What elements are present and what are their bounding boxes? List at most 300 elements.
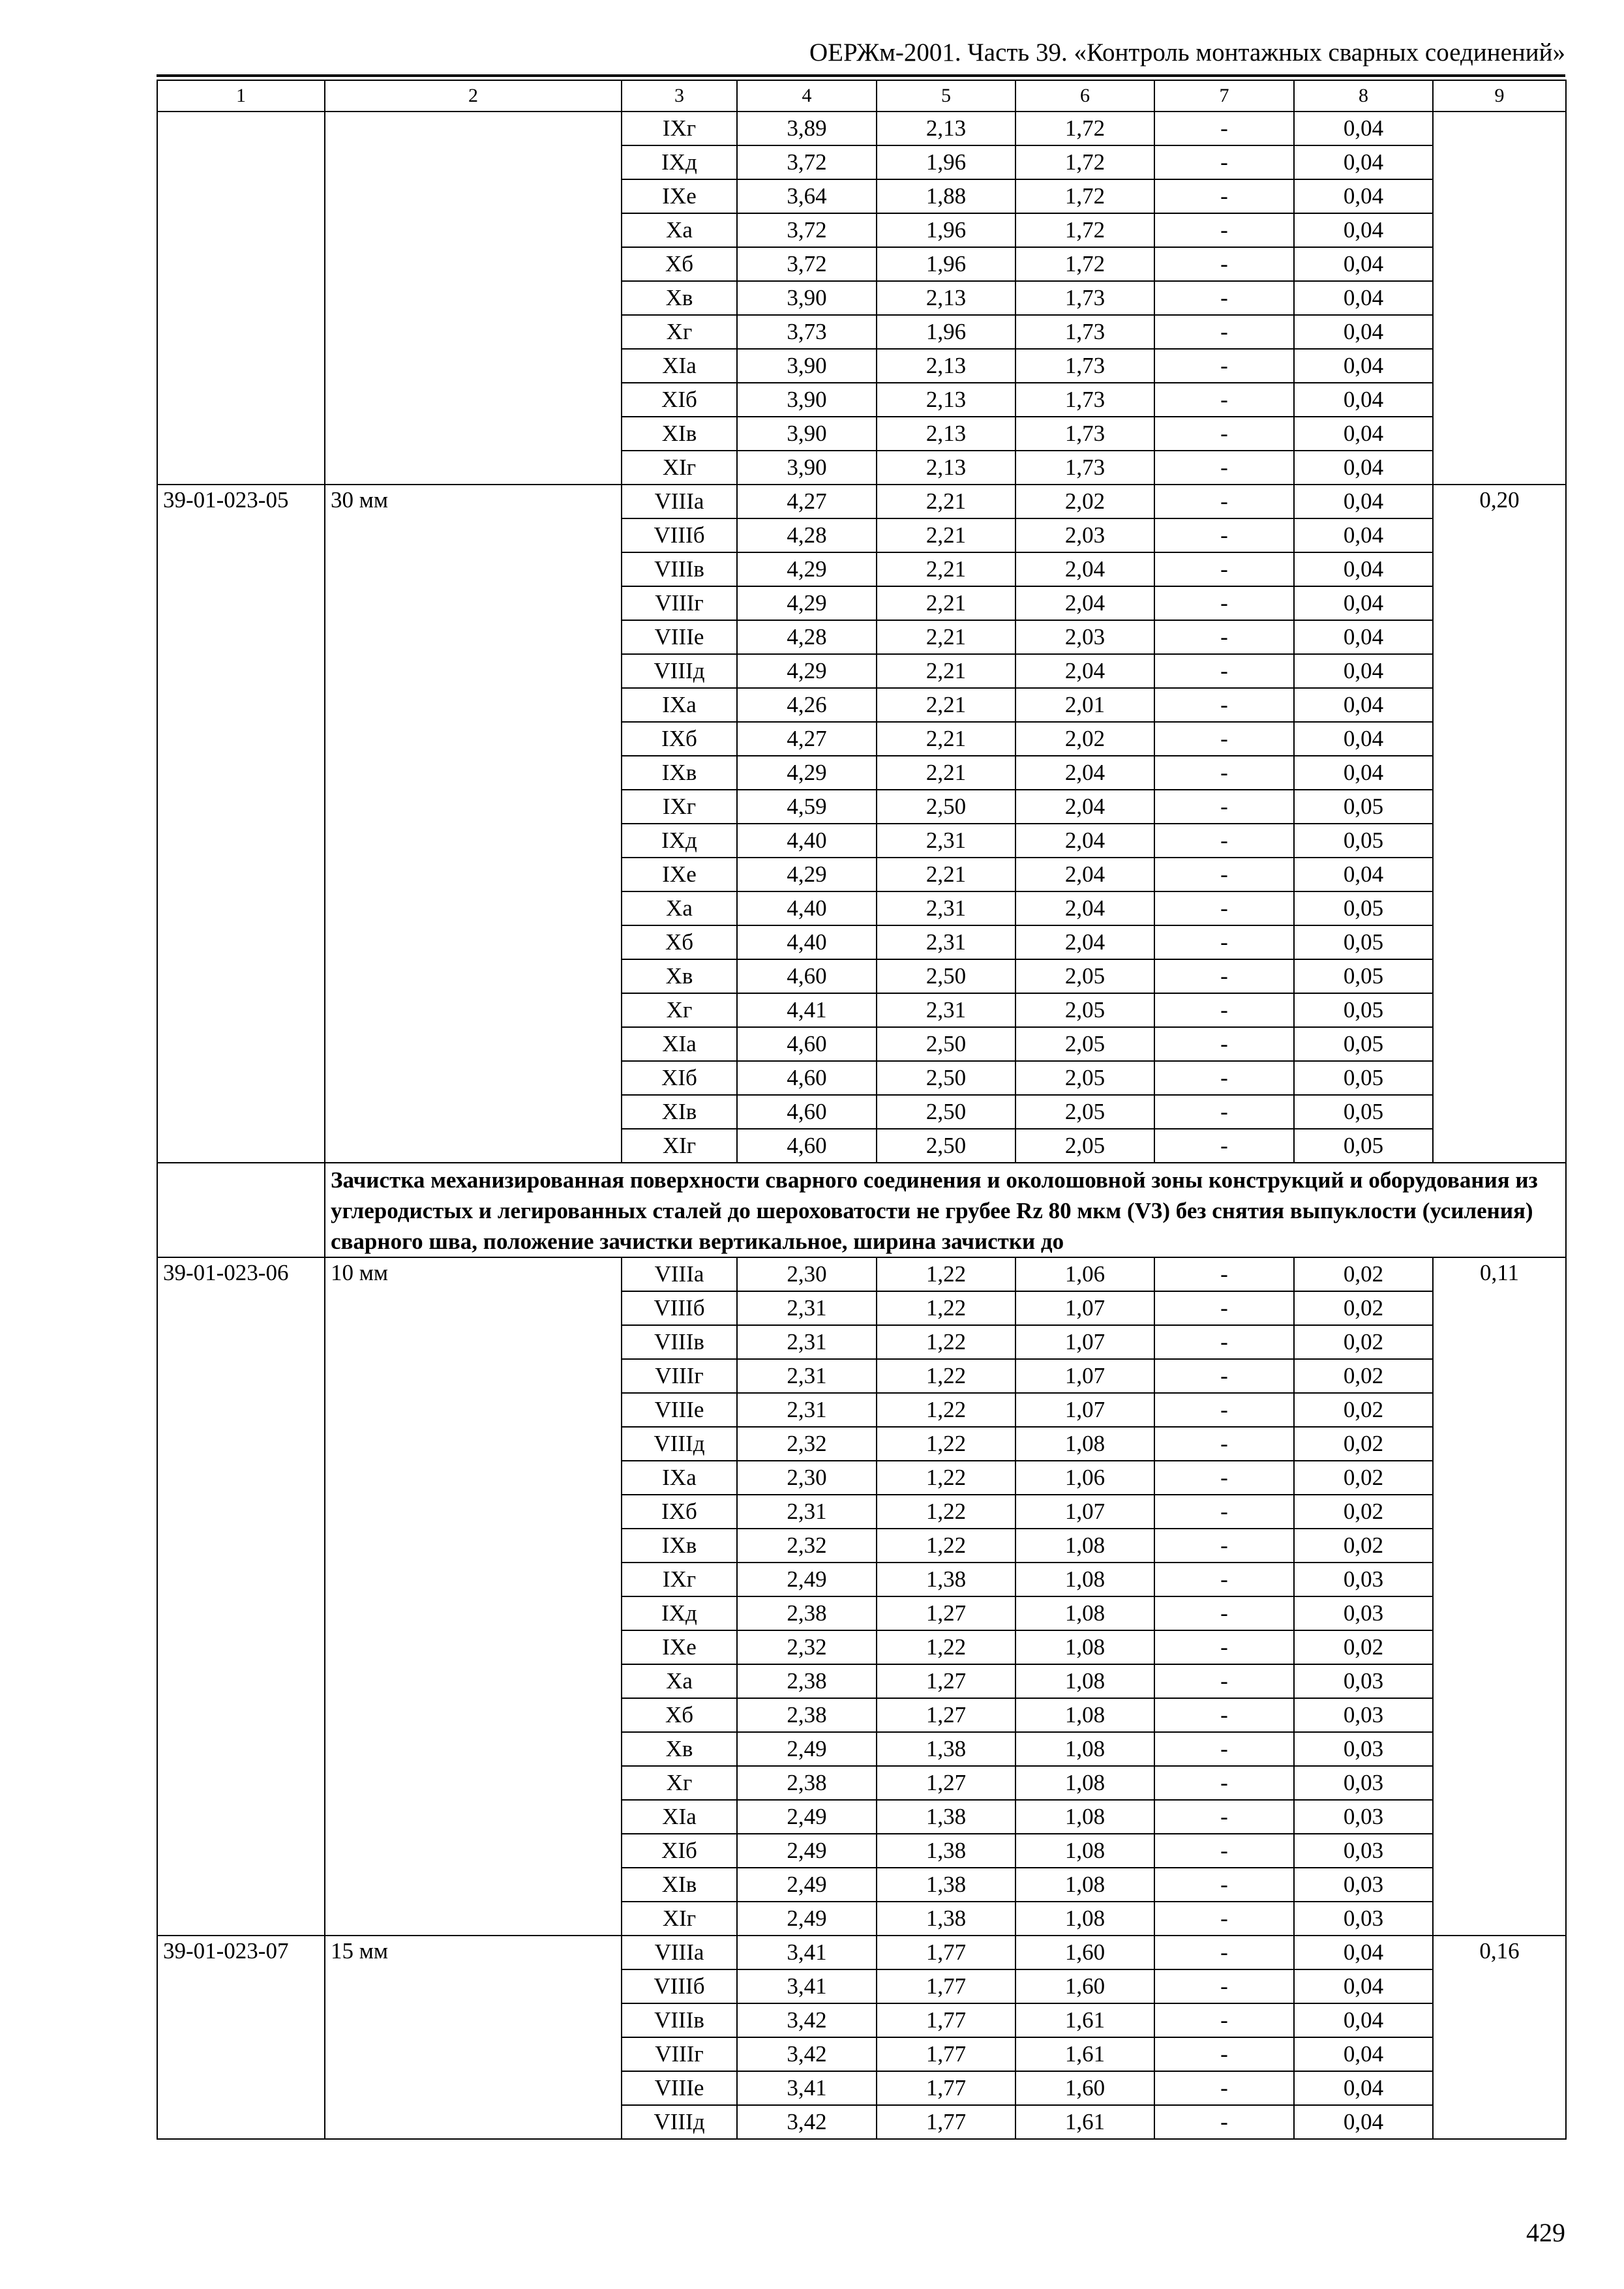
value-col4: 2,49 xyxy=(737,1834,877,1868)
value-col8: 0,04 xyxy=(1294,722,1433,756)
value-col8: 0,03 xyxy=(1294,1868,1433,1902)
value-col7: - xyxy=(1154,1902,1294,1936)
value-col7: - xyxy=(1154,2105,1294,2139)
value-col5: 1,38 xyxy=(877,1800,1015,1834)
value-col6: 2,04 xyxy=(1015,858,1154,891)
page-number: 429 xyxy=(1526,2218,1565,2247)
value-col5: 1,77 xyxy=(877,2105,1015,2139)
value-col4: 2,31 xyxy=(737,1393,877,1427)
rate-norm: 0,16 xyxy=(1433,1936,1566,2139)
value-col4: 2,49 xyxy=(737,1563,877,1596)
value-col5: 2,21 xyxy=(877,586,1015,620)
value-col8: 0,03 xyxy=(1294,1766,1433,1800)
category-cell: XIв xyxy=(622,1095,737,1129)
value-col8: 0,02 xyxy=(1294,1630,1433,1664)
value-col7: - xyxy=(1154,247,1294,281)
value-col7: - xyxy=(1154,824,1294,858)
value-col8: 0,04 xyxy=(1294,383,1433,417)
value-col7: - xyxy=(1154,1495,1294,1529)
value-col6: 1,72 xyxy=(1015,247,1154,281)
header-divider xyxy=(157,74,1565,77)
value-col6: 2,05 xyxy=(1015,1095,1154,1129)
value-col5: 1,22 xyxy=(877,1427,1015,1461)
value-col6: 2,03 xyxy=(1015,518,1154,552)
category-cell: Xа xyxy=(622,213,737,247)
value-col4: 3,42 xyxy=(737,2037,877,2071)
value-col5: 1,22 xyxy=(877,1461,1015,1495)
value-col6: 1,61 xyxy=(1015,2037,1154,2071)
value-col7: - xyxy=(1154,1393,1294,1427)
value-col8: 0,03 xyxy=(1294,1732,1433,1766)
rate-norm: 0,11 xyxy=(1433,1257,1566,1936)
value-col7: - xyxy=(1154,112,1294,145)
category-cell: Xб xyxy=(622,247,737,281)
value-col4: 4,60 xyxy=(737,1061,877,1095)
value-col5: 2,50 xyxy=(877,1095,1015,1129)
column-number: 7 xyxy=(1154,80,1294,112)
value-col5: 1,38 xyxy=(877,1902,1015,1936)
value-col6: 2,04 xyxy=(1015,790,1154,824)
rate-description: 30 мм xyxy=(325,485,622,1163)
value-col4: 3,64 xyxy=(737,179,877,213)
value-col5: 2,50 xyxy=(877,1061,1015,1095)
value-col5: 2,21 xyxy=(877,858,1015,891)
category-cell: Xв xyxy=(622,959,737,993)
value-col6: 1,73 xyxy=(1015,417,1154,451)
category-cell: Xв xyxy=(622,1732,737,1766)
value-col7: - xyxy=(1154,688,1294,722)
value-col6: 1,08 xyxy=(1015,1664,1154,1698)
value-col8: 0,03 xyxy=(1294,1664,1433,1698)
value-col7: - xyxy=(1154,1027,1294,1061)
value-col4: 3,90 xyxy=(737,349,877,383)
category-cell: VIIIд xyxy=(622,654,737,688)
value-col8: 0,02 xyxy=(1294,1393,1433,1427)
value-col7: - xyxy=(1154,349,1294,383)
value-col4: 4,28 xyxy=(737,518,877,552)
table-row xyxy=(157,485,1566,518)
value-col7: - xyxy=(1154,654,1294,688)
value-col5: 1,77 xyxy=(877,2003,1015,2037)
category-cell: VIIIг xyxy=(622,1359,737,1393)
value-col7: - xyxy=(1154,620,1294,654)
value-col8: 0,05 xyxy=(1294,790,1433,824)
column-number: 4 xyxy=(737,80,877,112)
value-col6: 1,08 xyxy=(1015,1596,1154,1630)
value-col6: 1,06 xyxy=(1015,1257,1154,1291)
category-cell: Xб xyxy=(622,925,737,959)
value-col6: 2,04 xyxy=(1015,824,1154,858)
value-col8: 0,02 xyxy=(1294,1427,1433,1461)
value-col8: 0,03 xyxy=(1294,1596,1433,1630)
value-col4: 2,30 xyxy=(737,1257,877,1291)
value-col6: 2,02 xyxy=(1015,485,1154,518)
category-cell: Xа xyxy=(622,1664,737,1698)
value-col4: 4,40 xyxy=(737,824,877,858)
value-col4: 3,90 xyxy=(737,383,877,417)
value-col5: 1,22 xyxy=(877,1630,1015,1664)
value-col7: - xyxy=(1154,417,1294,451)
value-col8: 0,05 xyxy=(1294,1061,1433,1095)
column-number: 9 xyxy=(1433,80,1566,112)
value-col7: - xyxy=(1154,1359,1294,1393)
value-col4: 4,40 xyxy=(737,891,877,925)
value-col4: 4,28 xyxy=(737,620,877,654)
value-col4: 2,31 xyxy=(737,1359,877,1393)
column-number: 2 xyxy=(325,80,622,112)
value-col7: - xyxy=(1154,1698,1294,1732)
category-cell: IXг xyxy=(622,790,737,824)
value-col4: 4,29 xyxy=(737,586,877,620)
category-cell: Xб xyxy=(622,1698,737,1732)
value-col6: 1,08 xyxy=(1015,1868,1154,1902)
value-col5: 2,21 xyxy=(877,552,1015,586)
value-col4: 4,27 xyxy=(737,485,877,518)
value-col8: 0,05 xyxy=(1294,1129,1433,1163)
value-col5: 1,38 xyxy=(877,1834,1015,1868)
value-col4: 4,41 xyxy=(737,993,877,1027)
category-cell: IXв xyxy=(622,756,737,790)
value-col4: 3,90 xyxy=(737,417,877,451)
value-col6: 1,73 xyxy=(1015,451,1154,485)
value-col6: 1,72 xyxy=(1015,145,1154,179)
value-col6: 1,61 xyxy=(1015,2105,1154,2139)
value-col5: 1,22 xyxy=(877,1495,1015,1529)
section-title: Зачистка механизированная поверхности сварного соединения и околошовной зоны конструкций и оборудования из углеродистых и легированных сталей до шероховатости не грубее Rz 80 мкм (V3) без снятия выпуклости (усиления) сварного шва, положение зачистки вертикальное, ширина зачистки до xyxy=(325,1163,1566,1257)
category-cell: XIв xyxy=(622,1868,737,1902)
value-col4: 3,42 xyxy=(737,2003,877,2037)
category-cell: XIб xyxy=(622,1834,737,1868)
value-col7: - xyxy=(1154,315,1294,349)
value-col8: 0,04 xyxy=(1294,518,1433,552)
value-col8: 0,04 xyxy=(1294,247,1433,281)
value-col8: 0,03 xyxy=(1294,1563,1433,1596)
value-col8: 0,02 xyxy=(1294,1291,1433,1325)
category-cell: VIIIд xyxy=(622,1427,737,1461)
value-col6: 1,73 xyxy=(1015,349,1154,383)
value-col7: - xyxy=(1154,1596,1294,1630)
value-col4: 2,38 xyxy=(737,1596,877,1630)
column-number: 8 xyxy=(1294,80,1433,112)
value-col7: - xyxy=(1154,485,1294,518)
category-cell: VIIIг xyxy=(622,586,737,620)
category-cell: Xа xyxy=(622,891,737,925)
category-cell: VIIIв xyxy=(622,2003,737,2037)
value-col8: 0,02 xyxy=(1294,1461,1433,1495)
value-col6: 2,04 xyxy=(1015,891,1154,925)
value-col5: 1,96 xyxy=(877,315,1015,349)
category-cell: VIIIб xyxy=(622,1969,737,2003)
category-cell: IXд xyxy=(622,824,737,858)
value-col7: - xyxy=(1154,925,1294,959)
value-col7: - xyxy=(1154,722,1294,756)
value-col8: 0,05 xyxy=(1294,891,1433,925)
value-col5: 2,50 xyxy=(877,790,1015,824)
value-col6: 1,06 xyxy=(1015,1461,1154,1495)
value-col7: - xyxy=(1154,179,1294,213)
category-cell: XIг xyxy=(622,451,737,485)
value-col4: 2,31 xyxy=(737,1291,877,1325)
value-col6: 2,05 xyxy=(1015,1061,1154,1095)
value-col7: - xyxy=(1154,959,1294,993)
value-col5: 2,31 xyxy=(877,993,1015,1027)
value-col7: - xyxy=(1154,518,1294,552)
value-col7: - xyxy=(1154,2071,1294,2105)
value-col8: 0,04 xyxy=(1294,112,1433,145)
rate-norm: 0,20 xyxy=(1433,485,1566,1163)
value-col7: - xyxy=(1154,993,1294,1027)
value-col4: 2,32 xyxy=(737,1427,877,1461)
value-col7: - xyxy=(1154,858,1294,891)
category-cell: VIIIд xyxy=(622,2105,737,2139)
value-col7: - xyxy=(1154,383,1294,417)
value-col6: 1,60 xyxy=(1015,1969,1154,2003)
value-col8: 0,04 xyxy=(1294,1969,1433,2003)
value-col6: 1,08 xyxy=(1015,1902,1154,1936)
value-col4: 2,49 xyxy=(737,1902,877,1936)
value-col7: - xyxy=(1154,552,1294,586)
category-cell: IXд xyxy=(622,145,737,179)
category-cell: XIг xyxy=(622,1129,737,1163)
value-col7: - xyxy=(1154,1732,1294,1766)
category-cell: IXа xyxy=(622,1461,737,1495)
value-col4: 2,49 xyxy=(737,1732,877,1766)
value-col4: 3,72 xyxy=(737,213,877,247)
value-col6: 1,73 xyxy=(1015,281,1154,315)
value-col8: 0,05 xyxy=(1294,824,1433,858)
value-col4: 2,31 xyxy=(737,1325,877,1359)
value-col4: 3,72 xyxy=(737,145,877,179)
rate-description: 15 мм xyxy=(325,1936,622,2139)
value-col6: 1,08 xyxy=(1015,1529,1154,1563)
value-col5: 2,50 xyxy=(877,1027,1015,1061)
value-col8: 0,05 xyxy=(1294,925,1433,959)
value-col7: - xyxy=(1154,2037,1294,2071)
value-col6: 2,04 xyxy=(1015,586,1154,620)
value-col5: 2,13 xyxy=(877,383,1015,417)
value-col5: 1,96 xyxy=(877,247,1015,281)
value-col8: 0,05 xyxy=(1294,993,1433,1027)
value-col6: 2,04 xyxy=(1015,756,1154,790)
category-cell: IXд xyxy=(622,1596,737,1630)
value-col7: - xyxy=(1154,451,1294,485)
value-col5: 1,96 xyxy=(877,145,1015,179)
column-number: 1 xyxy=(157,80,325,112)
value-col8: 0,04 xyxy=(1294,281,1433,315)
value-col7: - xyxy=(1154,1461,1294,1495)
category-cell: VIIIг xyxy=(622,2037,737,2071)
value-col7: - xyxy=(1154,1664,1294,1698)
value-col4: 2,32 xyxy=(737,1529,877,1563)
value-col8: 0,03 xyxy=(1294,1800,1433,1834)
value-col6: 1,08 xyxy=(1015,1766,1154,1800)
value-col8: 0,04 xyxy=(1294,688,1433,722)
column-number: 3 xyxy=(622,80,737,112)
value-col8: 0,04 xyxy=(1294,451,1433,485)
value-col8: 0,02 xyxy=(1294,1529,1433,1563)
value-col6: 1,61 xyxy=(1015,2003,1154,2037)
category-cell: IXв xyxy=(622,1529,737,1563)
value-col8: 0,03 xyxy=(1294,1902,1433,1936)
value-col5: 2,31 xyxy=(877,891,1015,925)
value-col6: 1,73 xyxy=(1015,383,1154,417)
value-col5: 2,13 xyxy=(877,281,1015,315)
value-col5: 1,77 xyxy=(877,1969,1015,2003)
value-col5: 1,38 xyxy=(877,1732,1015,1766)
rate-norm xyxy=(1433,112,1566,485)
value-col4: 4,59 xyxy=(737,790,877,824)
value-col5: 1,22 xyxy=(877,1393,1015,1427)
value-col8: 0,05 xyxy=(1294,959,1433,993)
value-col8: 0,05 xyxy=(1294,1027,1433,1061)
value-col5: 2,50 xyxy=(877,959,1015,993)
column-number: 6 xyxy=(1015,80,1154,112)
value-col6: 1,08 xyxy=(1015,1630,1154,1664)
category-cell: XIа xyxy=(622,1800,737,1834)
value-col6: 1,72 xyxy=(1015,213,1154,247)
page-header-title: ОЕРЖм-2001. Часть 39. «Контроль монтажных сварных соединений» xyxy=(809,38,1565,67)
value-col8: 0,04 xyxy=(1294,2037,1433,2071)
value-col5: 1,22 xyxy=(877,1291,1015,1325)
value-col6: 2,05 xyxy=(1015,1027,1154,1061)
category-cell: IXг xyxy=(622,112,737,145)
table-row xyxy=(157,1936,1566,1969)
column-number-row xyxy=(157,80,1566,112)
value-col8: 0,04 xyxy=(1294,145,1433,179)
value-col4: 4,27 xyxy=(737,722,877,756)
value-col8: 0,04 xyxy=(1294,315,1433,349)
value-col6: 1,07 xyxy=(1015,1359,1154,1393)
rate-code: 39-01-023-06 xyxy=(157,1257,325,1936)
value-col4: 3,41 xyxy=(737,1936,877,1969)
value-col7: - xyxy=(1154,1257,1294,1291)
value-col6: 1,08 xyxy=(1015,1834,1154,1868)
category-cell: XIб xyxy=(622,383,737,417)
value-col6: 2,04 xyxy=(1015,925,1154,959)
value-col7: - xyxy=(1154,1800,1294,1834)
value-col6: 2,04 xyxy=(1015,552,1154,586)
category-cell: VIIIв xyxy=(622,1325,737,1359)
value-col6: 1,08 xyxy=(1015,1563,1154,1596)
value-col6: 2,04 xyxy=(1015,654,1154,688)
value-col8: 0,02 xyxy=(1294,1325,1433,1359)
rate-description: 10 мм xyxy=(325,1257,622,1936)
value-col7: - xyxy=(1154,790,1294,824)
rate-code: 39-01-023-07 xyxy=(157,1936,325,2139)
column-number: 5 xyxy=(877,80,1015,112)
value-col5: 1,22 xyxy=(877,1257,1015,1291)
rate-code: 39-01-023-05 xyxy=(157,485,325,1163)
category-cell: VIIIе xyxy=(622,1393,737,1427)
value-col4: 4,29 xyxy=(737,756,877,790)
value-col8: 0,04 xyxy=(1294,620,1433,654)
value-col8: 0,04 xyxy=(1294,179,1433,213)
value-col4: 3,41 xyxy=(737,2071,877,2105)
value-col4: 4,29 xyxy=(737,654,877,688)
table-body xyxy=(157,80,1566,2139)
value-col6: 2,05 xyxy=(1015,993,1154,1027)
value-col5: 2,31 xyxy=(877,824,1015,858)
value-col6: 2,01 xyxy=(1015,688,1154,722)
category-cell: XIа xyxy=(622,349,737,383)
value-col8: 0,04 xyxy=(1294,349,1433,383)
value-col7: - xyxy=(1154,1834,1294,1868)
value-col6: 1,60 xyxy=(1015,2071,1154,2105)
value-col5: 1,27 xyxy=(877,1664,1015,1698)
rate-code xyxy=(157,112,325,485)
value-col7: - xyxy=(1154,1563,1294,1596)
value-col8: 0,04 xyxy=(1294,2003,1433,2037)
category-cell: VIIIб xyxy=(622,1291,737,1325)
value-col5: 2,21 xyxy=(877,688,1015,722)
value-col7: - xyxy=(1154,586,1294,620)
value-col5: 2,21 xyxy=(877,518,1015,552)
value-col5: 1,77 xyxy=(877,1936,1015,1969)
category-cell: Xг xyxy=(622,1766,737,1800)
table-row xyxy=(157,112,1566,145)
value-col8: 0,04 xyxy=(1294,756,1433,790)
value-col5: 2,13 xyxy=(877,349,1015,383)
value-col4: 2,38 xyxy=(737,1664,877,1698)
value-col8: 0,04 xyxy=(1294,2071,1433,2105)
value-col4: 3,90 xyxy=(737,451,877,485)
value-col6: 2,02 xyxy=(1015,722,1154,756)
value-col8: 0,02 xyxy=(1294,1257,1433,1291)
value-col5: 2,13 xyxy=(877,112,1015,145)
value-col6: 1,08 xyxy=(1015,1427,1154,1461)
value-col8: 0,04 xyxy=(1294,1936,1433,1969)
value-col6: 1,72 xyxy=(1015,179,1154,213)
value-col6: 1,08 xyxy=(1015,1800,1154,1834)
value-col5: 1,27 xyxy=(877,1596,1015,1630)
value-col7: - xyxy=(1154,1868,1294,1902)
value-col8: 0,04 xyxy=(1294,552,1433,586)
value-col7: - xyxy=(1154,1969,1294,2003)
value-col4: 3,73 xyxy=(737,315,877,349)
value-col4: 2,32 xyxy=(737,1630,877,1664)
value-col5: 1,88 xyxy=(877,179,1015,213)
value-col4: 2,49 xyxy=(737,1800,877,1834)
value-col7: - xyxy=(1154,1630,1294,1664)
value-col5: 1,38 xyxy=(877,1868,1015,1902)
value-col7: - xyxy=(1154,1529,1294,1563)
value-col5: 2,21 xyxy=(877,620,1015,654)
value-col7: - xyxy=(1154,1936,1294,1969)
value-col6: 1,08 xyxy=(1015,1732,1154,1766)
category-cell: VIIIе xyxy=(622,620,737,654)
value-col5: 1,27 xyxy=(877,1698,1015,1732)
value-col8: 0,04 xyxy=(1294,485,1433,518)
value-col5: 2,21 xyxy=(877,485,1015,518)
value-col7: - xyxy=(1154,1325,1294,1359)
section-spacer-cell xyxy=(157,1163,325,1257)
table-row xyxy=(157,1257,1566,1291)
value-col5: 2,13 xyxy=(877,417,1015,451)
value-col4: 2,31 xyxy=(737,1495,877,1529)
value-col6: 1,07 xyxy=(1015,1393,1154,1427)
value-col8: 0,02 xyxy=(1294,1495,1433,1529)
category-cell: IXг xyxy=(622,1563,737,1596)
value-col5: 1,77 xyxy=(877,2037,1015,2071)
value-col7: - xyxy=(1154,891,1294,925)
value-col7: - xyxy=(1154,1129,1294,1163)
category-cell: IXе xyxy=(622,1630,737,1664)
value-col4: 4,29 xyxy=(737,552,877,586)
value-col6: 1,72 xyxy=(1015,112,1154,145)
value-col6: 1,07 xyxy=(1015,1495,1154,1529)
category-cell: Xв xyxy=(622,281,737,315)
category-cell: VIIIб xyxy=(622,518,737,552)
